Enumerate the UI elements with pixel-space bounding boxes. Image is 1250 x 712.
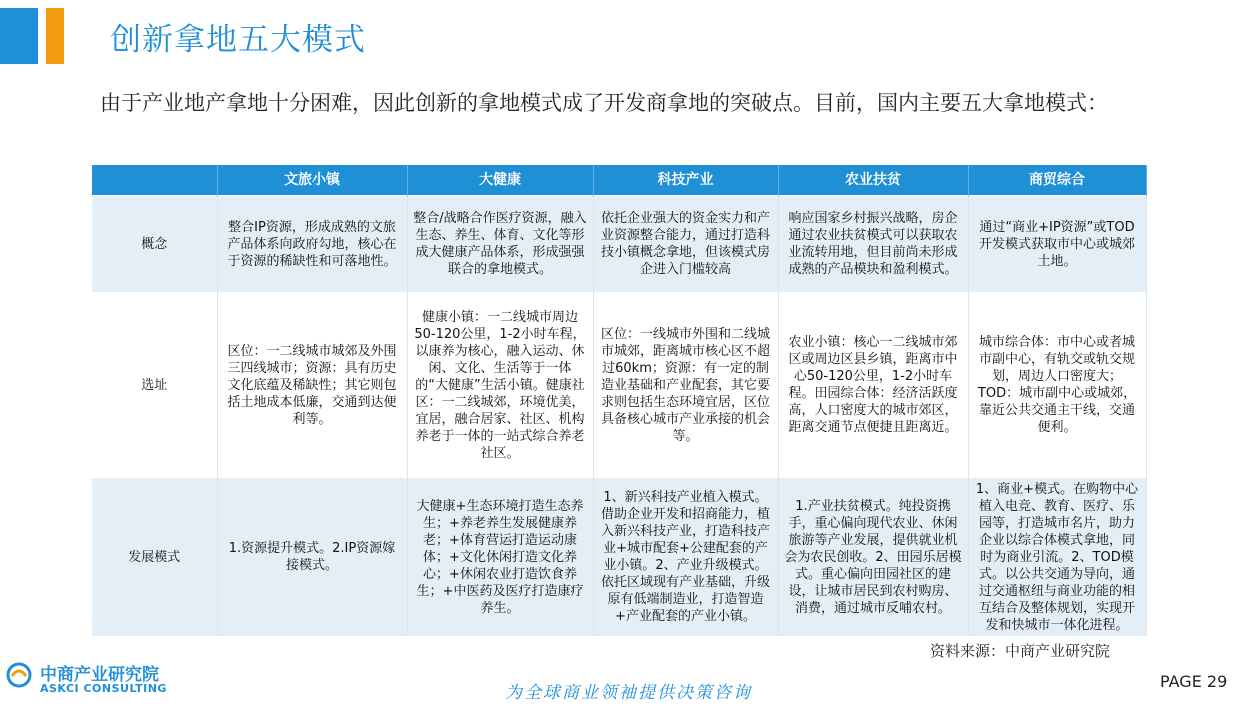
table-cell: 1、商业+模式。在购物中心植入电竞、教育、医疗、乐园等，打造城市名片，助力企业以综合体模式拿地，同时为商业引流。2、TOD模式。以公共交通为导向，通过交通枢纽与商业功能的相互结合及整体规划，实现开发和快城市一体化进程。 (968, 478, 1146, 637)
intro-paragraph: 由于产业地产拿地十分困难，因此创新的拿地模式成了开发商拿地的突破点。目前，国内主要五大拿地模式： (100, 91, 1108, 115)
header-accent-bar-blue (0, 8, 38, 64)
row-label: 发展模式 (92, 478, 217, 637)
page-number: PAGE 29 (1160, 672, 1228, 691)
table-row (92, 196, 1146, 293)
table-cell: 城市综合体：市中心或者城市副中心，有轨交或轨交规划，周边人口密度大；TOD：城市副中心或城郊，靠近公共交通主干线，交通便利。 (968, 293, 1146, 478)
table-cell: 整合IP资源，形成成熟的文旅产品体系向政府勾地，核心在于资源的稀缺性和可落地性。 (217, 196, 407, 293)
table-row (92, 478, 1146, 637)
table-cell: 通过“商业+IP资源”或TOD开发模式获取市中心或城郊土地。 (968, 196, 1146, 293)
row-label: 概念 (92, 196, 217, 293)
company-logo (6, 660, 176, 700)
logo-text-en: ASKCI CONSULTING (40, 682, 167, 695)
table-cell: 1.产业扶贫模式。纯投资携手，重心偏向现代农业、休闲旅游等产业发展，提供就业机会为农民创收。2、田园乐居模式。重心偏向田园社区的建设，让城市居民到农村购房、消费，通过城市反哺农村。 (778, 478, 968, 637)
table-cell: 区位：一二线城市城郊及外围三四线城市；资源：具有历史文化底蕴及稀缺性；其它则包括土地成本低廉，交通到达便利等。 (217, 293, 407, 478)
table-row (92, 293, 1146, 478)
table-header-cell: 商贸综合 (968, 165, 1146, 196)
table-header-cell (92, 165, 217, 196)
table-cell: 农业小镇：核心一二线城市郊区或周边区县乡镇，距离市中心50-120公里，1-2小时车程。田园综合体：经济活跃度高，人口密度大的城市郊区，距离交通节点便捷且距离近。 (778, 293, 968, 478)
logo-mark-icon (6, 662, 32, 688)
table-header-cell: 农业扶贫 (778, 165, 968, 196)
table-cell: 健康小镇：一二线城市周边50-120公里，1-2小时车程，以康养为核心，融入运动、休闲、文化、生活等于一体的“大健康”生活小镇。健康社区：一二线城郊，环境优美，宜居，融合居家、社区、机构养老于一体的一站式综合养老社区。 (407, 293, 593, 478)
table-cell: 1、新兴科技产业植入模式。借助企业开发和招商能力，植入新兴科技产业，打造科技产业+城市配套+公建配套的产业小镇。2、产业升级模式。依托区域现有产业基础，升级原有低端制造业，打造智造+产业配套的产业小镇。 (593, 478, 778, 637)
table-cell: 大健康+生态环境打造生态养生；+养老养生发展健康养老；+体育营运打造运动康体；+文化休闲打造文化养心；+休闲农业打造饮食养生；+中医药及医疗打造康疗养生。 (407, 478, 593, 637)
table-header-cell: 科技产业 (593, 165, 778, 196)
page-title: 创新拿地五大模式 (110, 22, 366, 58)
table-cell: 1.资源提升模式。2.IP资源嫁接模式。 (217, 478, 407, 637)
modes-table (92, 165, 1147, 636)
header-accent-bar-orange (46, 8, 64, 64)
table-cell: 响应国家乡村振兴战略，房企通过农业扶贫模式可以获取农业流转用地，但目前尚未形成成熟的产品模块和盈利模式。 (778, 196, 968, 293)
footer-slogan: 为全球商业领袖提供决策咨询 (505, 683, 752, 703)
table-cell: 整合/战略合作医疗资源，融入生态、养生、体育、文化等形成大健康产品体系，形成强强联合的拿地模式。 (407, 196, 593, 293)
table-cell: 区位：一线城市外围和二线城市城郊，距离城市核心区不超过60km；资源：有一定的制造业基础和产业配套，其它要求则包括生态环境宜居，区位具备核心城市产业承接的机会等。 (593, 293, 778, 478)
table-header-row (92, 165, 1146, 196)
table-header-cell: 大健康 (407, 165, 593, 196)
row-label: 选址 (92, 293, 217, 478)
table-cell: 依托企业强大的资金实力和产业资源整合能力，通过打造科技小镇概念拿地，但该模式房企进入门槛较高 (593, 196, 778, 293)
logo-text-cn: 中商产业研究院 (40, 665, 159, 685)
table-header-cell: 文旅小镇 (217, 165, 407, 196)
source-note: 资料来源：中商产业研究院 (930, 642, 1111, 660)
